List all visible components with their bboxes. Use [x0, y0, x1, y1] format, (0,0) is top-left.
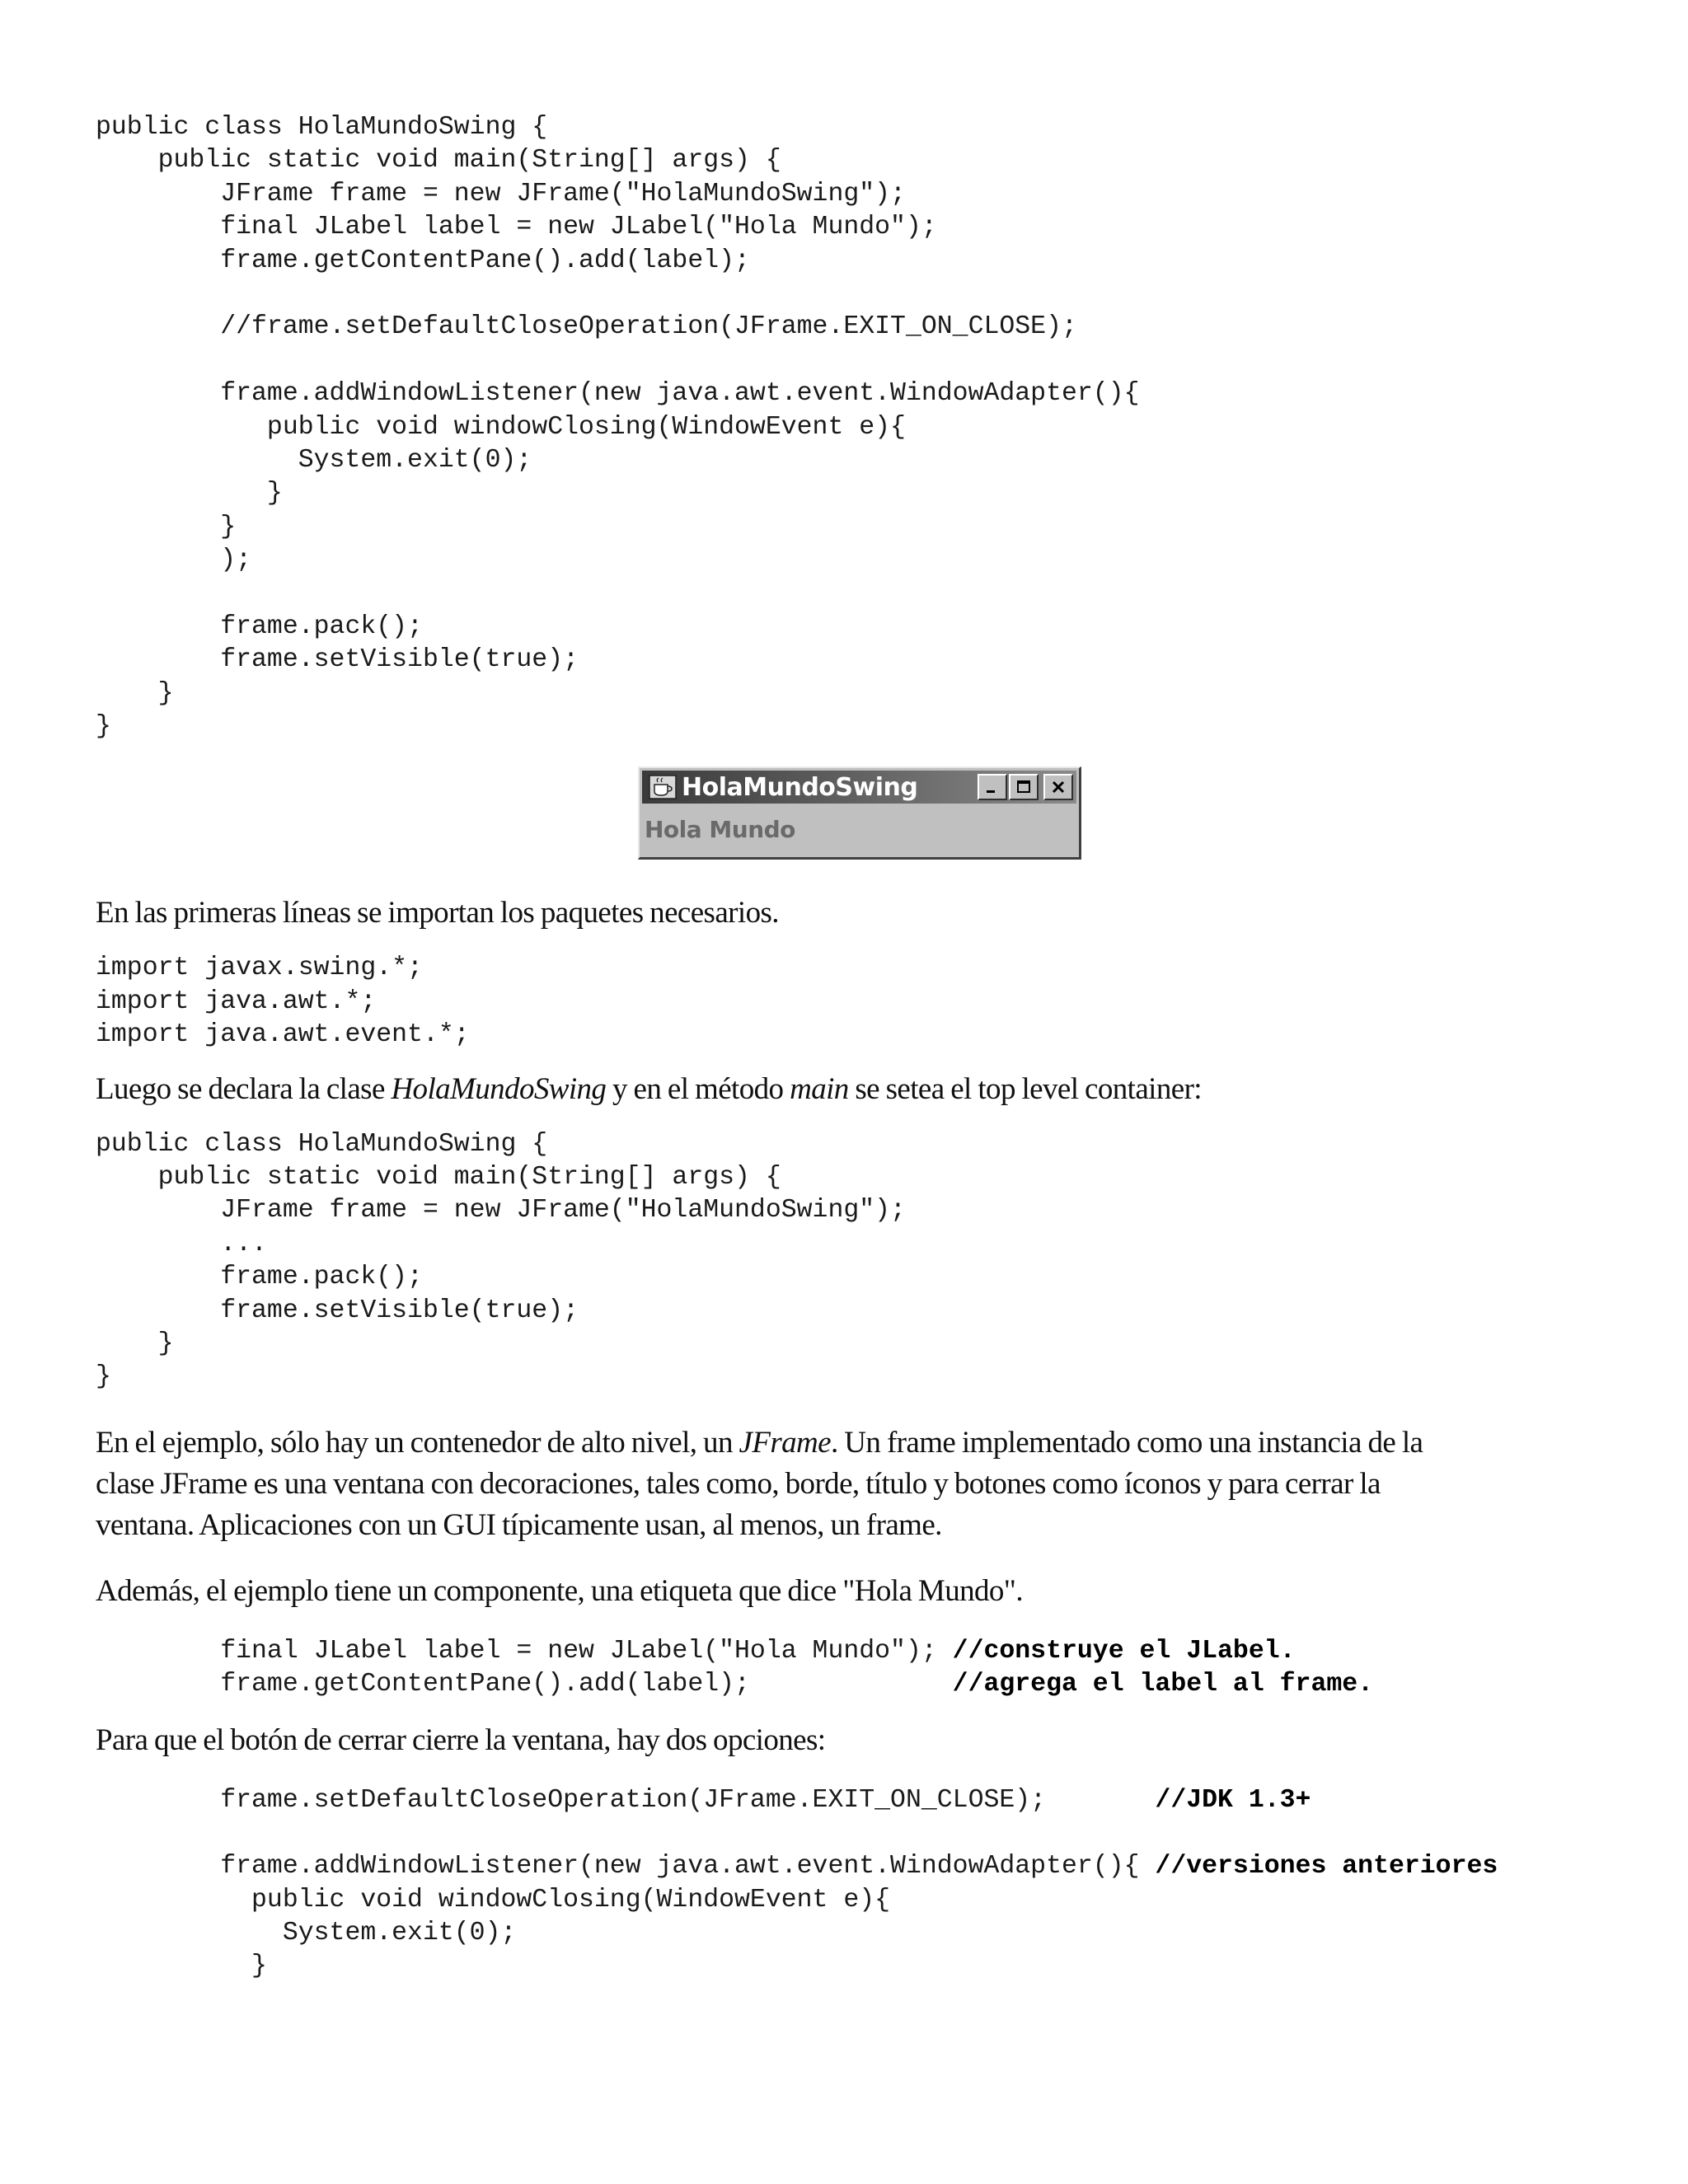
text-run: se setea el top level container:: [848, 1071, 1202, 1106]
code-line: [96, 577, 1612, 610]
text-run: En el ejemplo, sólo hay un contenedor de alto nivel, un: [96, 1425, 739, 1460]
code-line: ...: [96, 1229, 267, 1258]
method-name-italic: main: [790, 1071, 849, 1106]
code-line: import java.awt.event.*;: [96, 1020, 470, 1050]
code-comment: //versiones anteriores: [1155, 1852, 1498, 1882]
jframe-italic: JFrame: [738, 1425, 831, 1460]
screenshot-figure: [96, 766, 1612, 860]
code-line: [96, 1917, 1612, 1950]
class-name-italic: HolaMundoSwing: [391, 1071, 607, 1106]
text-run: ventana. Aplicaciones con un GUI típicamente usan, al menos, un frame.: [96, 1507, 942, 1542]
code-line: import java.awt.*;: [96, 987, 377, 1016]
code-line: [96, 1668, 1612, 1701]
code-line: frame.setVisible(true);: [96, 645, 579, 675]
code-block-full-example: [96, 111, 1612, 743]
code-line: public class HolaMundoSwing {: [96, 113, 548, 142]
code-block-top-level-container: [96, 1128, 1612, 1394]
code-comment: //construye el JLabel.: [952, 1636, 1296, 1666]
text-run: clase JFrame es una ventana con decoraciones, tales como, borde, título y botones como íconos y para cerrar la: [96, 1466, 1381, 1501]
code-text: }: [96, 1952, 267, 1981]
code-block-label: [96, 1635, 1612, 1702]
code-line: //frame.setDefaultCloseOperation(JFrame.EXIT_ON_CLOSE);: [96, 312, 1077, 342]
code-line: [96, 1850, 1612, 1883]
code-line: [96, 278, 1612, 311]
code-line: frame.pack();: [96, 612, 423, 641]
code-line: [96, 1635, 1612, 1668]
close-icon[interactable]: [1043, 774, 1073, 800]
text-run: y en el método: [606, 1071, 790, 1106]
code-line: frame.pack();: [96, 1263, 423, 1292]
code-line: JFrame frame = new JFrame("HolaMundoSwing");: [96, 179, 906, 209]
code-line: }: [96, 678, 174, 708]
code-text: frame.setDefaultCloseOperation(JFrame.EXIT_ON_CLOSE);: [96, 1785, 1156, 1815]
paragraph-component: Además, el ejemplo tiene un componente, una etiqueta que dice "Hola Mundo".: [96, 1573, 1023, 1608]
paragraph-class-declaration: [96, 1069, 1612, 1110]
text-run: Luego se declara la clase: [96, 1071, 392, 1106]
code-line: public class HolaMundoSwing {: [96, 1129, 548, 1159]
code-line: );: [96, 546, 252, 575]
code-block-imports: [96, 952, 1612, 1052]
code-line: JFrame frame = new JFrame("HolaMundoSwing");: [96, 1196, 906, 1226]
code-line: [96, 1817, 1612, 1850]
code-comment: //agrega el label al frame.: [952, 1670, 1374, 1699]
code-line: }: [96, 1362, 111, 1392]
code-line: [96, 344, 1612, 377]
code-line: public void windowClosing(WindowEvent e){: [96, 412, 906, 442]
java-cup-icon: [647, 773, 678, 801]
swing-hola-label: Hola Mundo: [645, 816, 795, 844]
paragraph-jframe-explanation: [96, 1422, 1612, 1546]
code-line: frame.getContentPane().add(label);: [96, 246, 750, 275]
code-line: frame.setVisible(true);: [96, 1296, 579, 1325]
code-line: public static void main(String[] args) {: [96, 1162, 781, 1192]
code-line: }: [96, 1329, 174, 1358]
code-text: frame.addWindowListener(new java.awt.event.WindowAdapter(){: [96, 1852, 1156, 1882]
maximize-icon[interactable]: [1009, 774, 1039, 800]
code-line: frame.addWindowListener(new java.awt.event.WindowAdapter(){: [96, 379, 1140, 409]
code-text: frame.getContentPane().add(label);: [96, 1670, 953, 1699]
paragraph-imports-intro: En las primeras líneas se importan los paquetes necesarios.: [96, 896, 779, 930]
code-line: import javax.swing.*;: [96, 954, 423, 983]
swing-window-title: HolaMundoSwing: [682, 772, 918, 802]
code-line: [96, 1950, 1612, 1983]
code-text: public void windowClosing(WindowEvent e){: [96, 1885, 891, 1915]
code-line: System.exit(0);: [96, 445, 532, 475]
minimize-icon[interactable]: [978, 774, 1007, 800]
code-line: final JLabel label = new JLabel("Hola Mundo");: [96, 213, 937, 242]
code-line: [96, 1884, 1612, 1917]
swing-window: [638, 766, 1081, 860]
code-line: }: [96, 712, 111, 742]
code-comment: //JDK 1.3+: [1155, 1785, 1311, 1815]
code-line: }: [96, 479, 283, 509]
code-line: public static void main(String[] args) {: [96, 146, 781, 176]
code-block-close-options: [96, 1784, 1612, 1984]
document-page: [96, 111, 1612, 1984]
code-text: System.exit(0);: [96, 1919, 517, 1948]
paragraph-close-options: Para que el botón de cerrar cierre la ventana, hay dos opciones:: [96, 1722, 826, 1757]
swing-titlebar: [642, 771, 1076, 804]
code-text: final JLabel label = new JLabel("Hola Mundo");: [96, 1636, 953, 1666]
code-line: [96, 1784, 1612, 1817]
code-line: }: [96, 512, 237, 541]
text-run: . Un frame implementado como una instancia de la: [830, 1425, 1423, 1460]
